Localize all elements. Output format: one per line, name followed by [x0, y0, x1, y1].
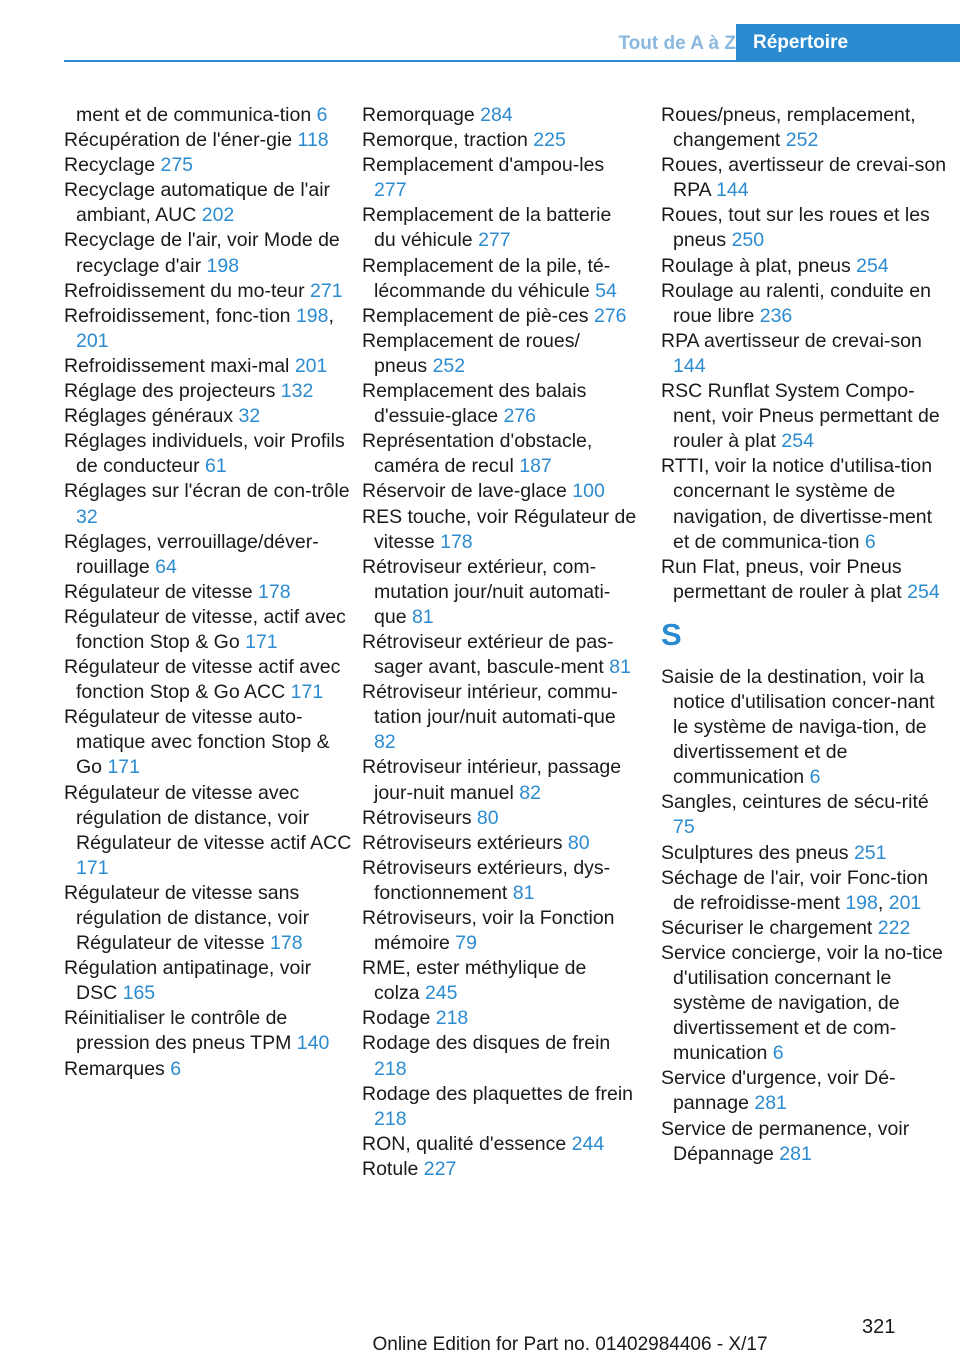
index-entry-text: RSC Runflat System Compo-nent, voir Pneus permettant de rouler à plat	[661, 380, 940, 453]
page-link[interactable]: 277	[374, 179, 407, 202]
index-entry-text: Rétroviseur extérieur de pas-sager avant, bascule-ment	[362, 630, 614, 679]
index-entry	[362, 203, 637, 253]
page-link[interactable]: 252	[785, 129, 819, 152]
page-link[interactable]: 276	[503, 405, 537, 428]
index-entry-text: Service de permanence, voir Dépannage	[661, 1117, 910, 1165]
index-entry-text: Rodage des plaquettes de frein	[362, 1082, 634, 1105]
index-entry-text: Rodage	[362, 1007, 436, 1030]
page-link[interactable]: 198	[845, 891, 878, 914]
index-entry	[661, 254, 951, 279]
page-link[interactable]: 132	[280, 380, 314, 403]
page-link[interactable]: 244	[571, 1132, 605, 1155]
page-link[interactable]: 281	[779, 1142, 812, 1165]
index-column-2	[362, 103, 637, 1182]
index-entry	[362, 379, 637, 429]
page-link[interactable]: 178	[440, 530, 473, 553]
page-link[interactable]: 198	[206, 254, 240, 277]
page-link[interactable]: 140	[296, 1032, 330, 1055]
index-entry-text: Régulateur de vitesse sans régulation de distance, voir Régulateur de vitesse	[64, 881, 310, 955]
page-link[interactable]: 6	[170, 1057, 182, 1080]
page-link[interactable]: 202	[201, 204, 235, 227]
index-entry-text: Refroidissement maxi-mal	[64, 354, 295, 377]
index-entry-text: Remarques	[64, 1057, 171, 1080]
page-link[interactable]: 187	[519, 455, 552, 478]
index-entry	[362, 1132, 637, 1157]
index-entry	[362, 304, 637, 329]
index-entry	[362, 429, 637, 479]
index-entry	[661, 103, 951, 153]
index-entry	[64, 580, 354, 605]
index-entry-text: Rétroviseur extérieur, com-mutation jour/nuit automati-que	[362, 555, 611, 628]
index-entry-text: Roues/pneus, remplacement, changement	[661, 104, 916, 152]
page-link[interactable]: 201	[888, 891, 922, 914]
index-entry-text: Recyclage de l'air, voir Mode de recyclage d'air	[64, 229, 340, 277]
index-entry	[362, 906, 637, 956]
index-entry	[362, 555, 637, 630]
index-entry-text: Rétroviseurs extérieurs	[362, 831, 568, 854]
page-link[interactable]: 218	[374, 1057, 407, 1080]
index-entry	[362, 630, 637, 680]
index-entry-text: Réglages sur l'écran de con-trôle	[64, 480, 350, 503]
index-entry	[64, 605, 354, 655]
index-entry-text: Sculptures des pneus	[661, 841, 854, 864]
page-link[interactable]: 165	[122, 982, 156, 1005]
index-entry-text: Réservoir de lave-glace	[362, 480, 573, 503]
page-link[interactable]: 277	[478, 229, 511, 252]
index-entry	[362, 856, 637, 906]
index-entry	[64, 1006, 354, 1056]
index-entry-text: Roulage à plat, pneus	[661, 254, 857, 277]
index-letter-heading: S	[661, 616, 682, 652]
index-entry-text: Représentation d'obstacle, caméra de recul	[362, 430, 593, 478]
footer-edition: Online Edition for Part no. 01402984406 - X/17	[372, 1334, 768, 1355]
index-entry-text: Remplacement de roues/ pneus	[362, 329, 580, 377]
index-entry	[64, 404, 354, 429]
index-entry	[661, 329, 951, 379]
index-column-3	[661, 103, 951, 1167]
page-link[interactable]: 100	[572, 480, 605, 503]
index-entry-text: Refroidissement du mo-teur	[64, 279, 311, 302]
page-link[interactable]: 245	[424, 982, 458, 1005]
index-entry-text: Refroidissement, fonc-tion	[64, 304, 296, 327]
index-entry	[661, 279, 951, 329]
page-link[interactable]: 171	[107, 756, 140, 779]
page-link[interactable]: 171	[290, 681, 324, 704]
index-entry	[64, 956, 354, 1006]
index-entry	[64, 705, 354, 780]
index-entry	[661, 916, 951, 941]
page-link[interactable]: 284	[480, 104, 513, 126]
index-entry	[362, 1082, 637, 1132]
page-link[interactable]: 144	[673, 354, 706, 377]
page-link[interactable]: 118	[297, 129, 329, 152]
index-entry	[661, 941, 951, 1066]
index-entry	[362, 755, 637, 805]
page-link[interactable]: 225	[533, 129, 566, 152]
index-entry-text: Rétroviseur intérieur, passage jour-nuit manuel	[362, 756, 622, 804]
index-entry	[362, 254, 637, 304]
page-link[interactable]: 218	[435, 1007, 469, 1030]
page-number: 321	[862, 1316, 896, 1338]
page-link[interactable]: 144	[716, 179, 749, 202]
index-entry	[362, 103, 637, 128]
index-entry-text: Réinitialiser le contrôle de pression des pneus TPM	[64, 1007, 297, 1055]
index-entry	[661, 665, 951, 790]
index-entry-text: RTTI, voir la notice d'utilisa-tion concernant le système de navigation, de divertisse-ment et de communica-tion	[661, 455, 933, 553]
index-entry-text: Régulation antipatinage, voir DSC	[64, 957, 312, 1005]
page-link[interactable]: 61	[205, 455, 227, 478]
index-entry	[362, 505, 637, 555]
page-link[interactable]: 178	[270, 932, 303, 955]
index-entry	[64, 178, 354, 228]
index-entry-text: Remplacement de piè-ces	[362, 304, 594, 327]
index-entry	[362, 128, 637, 153]
page-header	[0, 0, 960, 62]
index-entry	[362, 1157, 637, 1182]
index-entry-text: Roues, tout sur les roues et les pneus	[661, 204, 930, 252]
page-link[interactable]: 252	[432, 354, 466, 377]
page-link[interactable]: 54	[595, 279, 617, 302]
index-entry-text: Rotule	[362, 1157, 424, 1180]
index-entry	[362, 1031, 637, 1081]
index-entry	[64, 379, 354, 404]
page-link[interactable]: 79	[455, 932, 477, 955]
index-entry	[64, 479, 354, 529]
index-entry-text: Saisie de la destination, voir la notice d'utilisation concer-nant le système de naviga-tion, de divertissement et de communication	[661, 665, 935, 789]
index-entry-text: Recyclage	[64, 154, 161, 177]
index-entry-text: Remplacement des balais d'essuie-glace	[362, 380, 587, 428]
index-entry-text: Régulateur de vitesse auto-matique avec fonction Stop & Go	[64, 706, 330, 779]
page-link[interactable]: 271	[310, 279, 343, 302]
index-entry-text: Réglages généraux	[64, 405, 239, 428]
index-entry-text: Run Flat, pneus, voir Pneus permettant de rouler à plat	[661, 555, 908, 603]
page-link[interactable]: 254	[781, 430, 814, 453]
index-entry-text: Rétroviseurs extérieurs, dys-fonctionnement	[362, 856, 611, 904]
page-link[interactable]: 80	[476, 806, 499, 829]
index-entry	[362, 1006, 637, 1031]
index-entry-text: Réglages, verrouillage/déver-rouillage	[64, 530, 319, 578]
page-link[interactable]: 6	[864, 530, 876, 553]
page-link[interactable]: 201	[76, 329, 109, 352]
index-entry-text: Régulateur de vitesse avec régulation de distance, voir Régulateur de vitesse actif ACC	[64, 781, 352, 854]
index-column-1	[64, 103, 354, 1082]
page-link[interactable]: 6	[809, 766, 821, 789]
index-entry-text: RON, qualité d'essence	[362, 1132, 572, 1155]
index-entry	[64, 781, 354, 881]
page-link[interactable]: 171	[245, 630, 278, 653]
index-entry-text: Rétroviseurs, voir la Fonction mémoire	[362, 907, 615, 955]
page-link[interactable]: 254	[907, 580, 940, 603]
index-entry	[661, 790, 951, 840]
index-entry	[64, 881, 354, 956]
page-link[interactable]: 250	[731, 229, 765, 252]
index-entry-text: Service d'urgence, voir Dé-pannage	[661, 1067, 896, 1115]
page-link[interactable]: 201	[294, 354, 328, 377]
page-link[interactable]: 254	[856, 254, 889, 277]
index-entry	[661, 203, 951, 253]
index-entry	[64, 655, 354, 705]
index-entry-text: Régulateur de vitesse	[64, 580, 259, 603]
page-link[interactable]: 275	[160, 154, 194, 177]
index-entry-text: Récupération de l'éner-gie	[64, 129, 298, 152]
index-entry	[661, 866, 951, 916]
index-entry-text: Roues, avertisseur de crevai-son RPA	[661, 154, 947, 202]
page-link[interactable]: 6	[772, 1042, 784, 1065]
page-link[interactable]: 81	[512, 881, 535, 904]
index-entry-text: Sécuriser le chargement	[661, 916, 878, 939]
index-entry-text: Régulateur de vitesse, actif avec fonction Stop & Go	[64, 605, 346, 653]
index-entry	[64, 153, 354, 178]
page-link[interactable]: 227	[423, 1157, 457, 1180]
page-link[interactable]: 81	[609, 656, 631, 679]
index-entry	[64, 1057, 354, 1082]
page-link[interactable]: 178	[258, 580, 291, 603]
index-entry-text: Séchage de l'air, voir Fonc-tion de refroidisse-ment	[661, 866, 929, 914]
page-link[interactable]: 64	[155, 555, 177, 578]
index-entry	[64, 530, 354, 580]
index-entry-text: RPA avertisseur de crevai-son	[661, 329, 922, 352]
index-entry-text: Sangles, ceintures de sécu-rité	[661, 791, 929, 814]
page-link[interactable]: 281	[754, 1092, 787, 1115]
page-link[interactable]: 75	[673, 816, 695, 839]
page-separator: ,	[328, 304, 334, 327]
index-entry-text: Remplacement de la batterie du véhicule	[362, 204, 612, 252]
page-link[interactable]: 82	[519, 781, 541, 804]
index-entry	[64, 304, 354, 354]
page-link[interactable]: 80	[567, 831, 590, 854]
page-link[interactable]: 198	[295, 304, 329, 327]
index-entry	[362, 806, 637, 831]
index-entry	[661, 1117, 951, 1167]
index-entry	[362, 956, 637, 1006]
index-entry-text: Remorque, traction	[362, 129, 534, 152]
index-entry	[64, 103, 354, 128]
page-link[interactable]: 6	[316, 104, 328, 126]
page-link[interactable]: 222	[877, 916, 911, 939]
index-entry-text: Remplacement de la pile, té-lécommande du véhicule	[362, 254, 611, 302]
index-entry	[661, 555, 951, 605]
index-entry	[64, 228, 354, 278]
index-entry-text: RME, ester méthylique de colza	[362, 957, 587, 1005]
index-entry	[661, 153, 951, 203]
page-link[interactable]: 236	[759, 304, 793, 327]
index-entry	[661, 454, 951, 554]
index-entry-text: RES touche, voir Régulateur de vitesse	[362, 505, 637, 553]
index-entry	[362, 479, 637, 504]
index-entry-text: Recyclage automatique de l'air ambiant, AUC	[64, 179, 331, 227]
index-entry	[661, 1066, 951, 1116]
index-entry	[362, 153, 637, 203]
page-link[interactable]: 276	[593, 304, 627, 327]
index-entry	[362, 329, 637, 379]
index-entry-text: Rodage des disques de frein	[362, 1032, 611, 1055]
index-entry-text: Régulateur de vitesse actif avec fonction Stop & Go ACC	[64, 656, 341, 704]
index-entry-text: Service concierge, voir la no-tice d'utilisation concernant le système de navigation, de divertissement et de com-munication	[661, 941, 943, 1065]
index-entry	[64, 429, 354, 479]
index-entry-text: Réglages individuels, voir Profils de conducteur	[64, 430, 345, 478]
index-entry-text: Rétroviseur intérieur, commu-tation jour/nuit automati-que	[362, 681, 618, 729]
tab-repertoire[interactable]: Répertoire	[736, 24, 960, 61]
page-link[interactable]: 251	[853, 841, 887, 864]
index-entry	[362, 680, 637, 755]
index-entry	[64, 354, 354, 379]
page-link[interactable]: 218	[374, 1107, 407, 1130]
index-entry-text: Roulage au ralenti, conduite en roue libre	[661, 279, 931, 327]
index-entry	[64, 279, 354, 304]
page-link[interactable]: 171	[76, 856, 109, 879]
index-entry-text: Rétroviseurs	[362, 806, 477, 829]
page-link[interactable]: 32	[238, 405, 261, 428]
index-entry	[362, 831, 637, 856]
index-entry	[661, 379, 951, 454]
page-link[interactable]: 32	[76, 505, 98, 528]
index-entry-text: Remplacement d'ampou-les	[362, 154, 605, 177]
tab-tout-de-a-a-z[interactable]: Tout de A à Z	[618, 33, 736, 54]
index-entry	[661, 841, 951, 866]
index-entry-text: Remorquage	[362, 104, 481, 126]
index-entry	[64, 128, 354, 153]
index-entry-text: ment et de communica-tion	[76, 104, 317, 126]
page-separator: ,	[877, 891, 889, 914]
header-rule	[64, 60, 960, 62]
page-link[interactable]: 82	[374, 731, 396, 754]
index-entry-text: Réglage des projecteurs	[64, 380, 281, 403]
page-link[interactable]: 81	[411, 605, 434, 628]
